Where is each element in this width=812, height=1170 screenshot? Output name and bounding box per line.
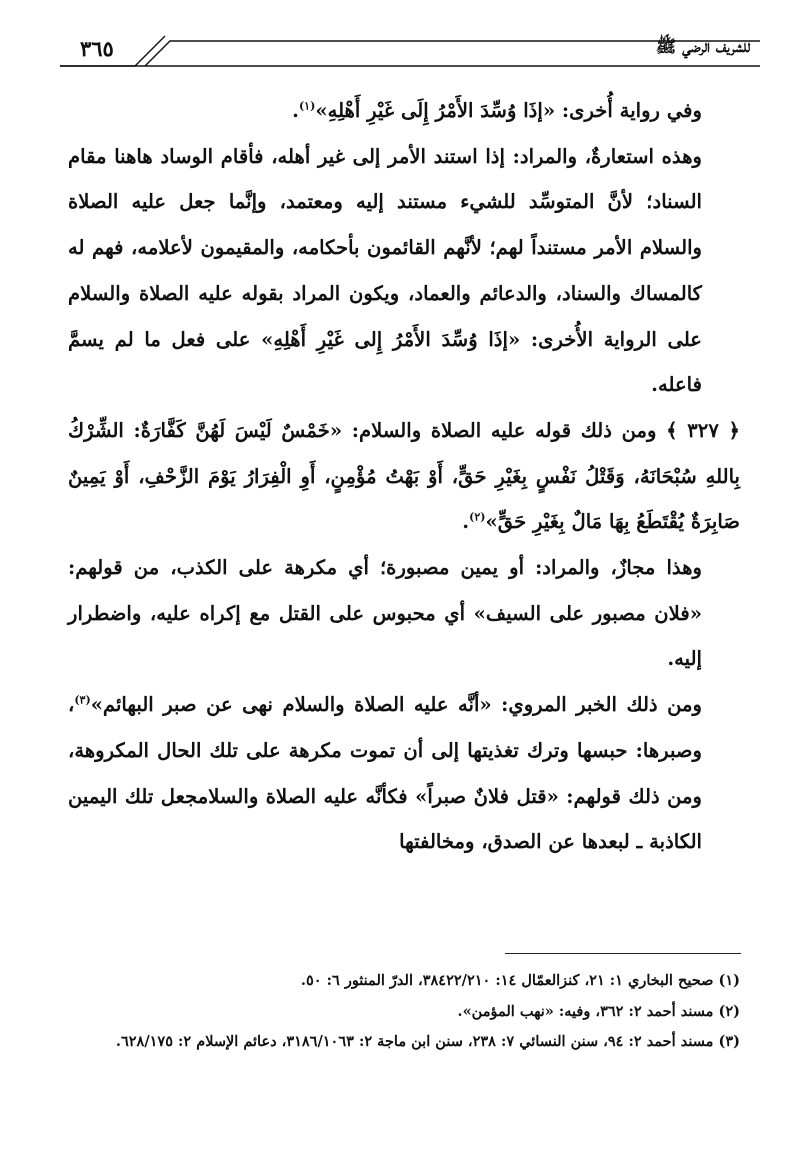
paragraph-5 xyxy=(68,682,740,865)
paragraph-5-lead: ومن ذلك الخبر المروي: «أنَّه عليه الصلاة والسلام نهى عن صبر البهائم» xyxy=(90,693,702,717)
footnote-3: (٣) مسند أحمد ٢: ٩٤، سنن النسائي ٧: ٢٣٨، سنن ابن ماجة ٢: ٣١٨٦/١٠٦٣، دعائم الإسلام ٢: ٦٢٨/١٧٥. xyxy=(115,1033,740,1050)
paragraph-4: وهذا مجازٌ، والمراد: أو يمين مصبورة؛ أي مكرهة على الكذب، من قولهم: «فلان مصبور على السيف» أي محبوس على القتل مع إكراه عليه، واضطرار إليه. xyxy=(68,556,702,671)
paragraph-1-end: . xyxy=(292,99,299,122)
paragraph-1 xyxy=(68,88,740,134)
page-number: ٣٦٥ xyxy=(80,36,114,61)
footnote-divider xyxy=(505,953,741,954)
running-title: للشريف الرضي ﷺ xyxy=(655,37,750,57)
footnote-2: (٢) مسند أحمد ٢: ٣٦٢، وفيه: «نهب المؤمن». xyxy=(457,1002,740,1020)
paragraph-3 xyxy=(68,408,740,545)
quote-close: » xyxy=(485,510,498,534)
page-header xyxy=(60,30,760,72)
main-text xyxy=(68,88,740,865)
paragraph-2: وهذه استعارةٌ، والمراد: إذا استند الأمر إلى غير أهله، فأقام الوساد هاهنا مقام السناد؛ لأنَّ المتوسِّد للشيء مستند إليه ومعتمد، وإنَّما جعل عليه الصلاة والسلام الأمر مستنداً لهم؛ لأنَّهم القائمون بأحكامه، والمقيمون لأعلامه، فهم له كالمساك والسناد، والدعائم والعماد، ويكون المراد بقوله عليه الصلاة والسلام على الرواية الأُخرى: «إذَا وُسِّدَ الأَمْرُ إِلى غَيْرِ أَهْلِهِ» على فعل ما لم يسمَّ فاعله. xyxy=(68,144,702,397)
footnote-ref: (٣) xyxy=(74,693,91,707)
hadith-number: ﴿ ٣٢٧ ﴾ xyxy=(666,418,740,442)
footnote-ref: (٢) xyxy=(469,510,486,524)
paragraph-1-lead: وفي رواية أُخرى: « xyxy=(542,99,702,122)
paragraph-3-lead: ومن ذلك قوله عليه الصلاة والسلام: « xyxy=(329,418,657,442)
paragraph-3-end: . xyxy=(462,510,470,534)
quote-close: » xyxy=(315,99,328,122)
footnote-1: (١) صحيح البخاري ١: ٢١، كنزالعمّال ١٤: ٣٨٤٢٢/٢١٠، الدرّ المنثور ٦: ٥٠. xyxy=(300,972,740,989)
hadith-quote: خَمْسٌ لَيْسَ لَهُنَّ كَفَّارَةٌ: الشِّرْكُ بِاللهِ سُبْحَانَهُ، وَقَتْلُ نَفْسٍ بِغَيْرِ حَقٍّ، أَوْ بَهْتُ مُؤْمِنٍ، أَوِ الْفِرَارُ يَوْمَ الزَّحْفِ، أَوْ يَمِينٌ صَابِرَةٌ يُقْتَطَعُ بِهَا مَالٌ بِغَيْرِ حَقٍّ xyxy=(68,418,740,534)
hadith-quote: إذَا وُسِّدَ الأَمْرُ إِلَى غَيْرِ أَهْلِهِ xyxy=(327,99,543,122)
footnotes xyxy=(68,966,740,1058)
footnote-ref: (١) xyxy=(298,99,316,113)
paragraph-5-body: ، وصبرها: حبسها وترك تغذيتها إلى أن تموت مكرهة على تلك الحال المكروهة، ومن ذلك قولهم: «قتل فلانٌ صبراً» فكأنَّه عليه الصلاة والسلامجعل تلك اليمين الكاذبة ـ لبعدها عن الصدق، ومخالفتها xyxy=(68,693,702,854)
